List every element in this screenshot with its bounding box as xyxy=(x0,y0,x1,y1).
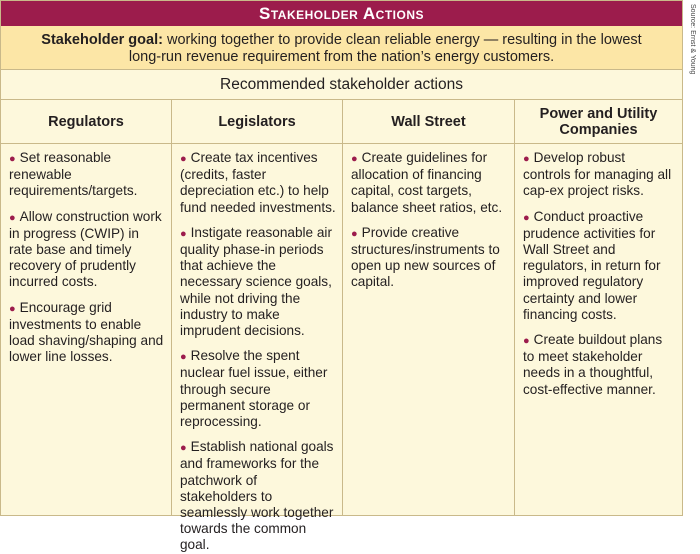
column-heading: Power and Utility Companies xyxy=(515,100,682,144)
goal-label: Stakeholder goal: xyxy=(41,32,163,48)
column-heading: Wall Street xyxy=(343,100,514,144)
column-regulators xyxy=(1,100,172,516)
column-wall-street xyxy=(343,100,515,516)
bullet-icon: ● xyxy=(9,302,16,315)
column-heading: Legislators xyxy=(172,100,342,144)
bullet-icon: ● xyxy=(523,211,530,224)
column-legislators xyxy=(172,100,343,553)
list-item: ● Resolve the spent nuclear fuel issue, either through secure permanent storage or reprocessing. xyxy=(180,348,328,430)
list-item: ● Encourage grid investments to enable load shaving/shaping and lower line losses. xyxy=(9,299,164,365)
list-item: ● Conduct proactive prudence activities for Wall Street and regulators, in return for improved regulatory certainty and lower financing costs. xyxy=(523,208,661,322)
bullet-icon: ● xyxy=(523,335,530,348)
list-item: ● Provide creative structures/instruments to open up new sources of capital. xyxy=(351,224,500,290)
table-title: Stakeholder Actions xyxy=(1,1,682,26)
list-item: ● Establish national goals and frameworks for the patchwork of stakeholders to seamlessly work together towards the common goal. xyxy=(180,439,334,553)
source-credit: Source: Ernst & Young xyxy=(689,4,696,75)
bullet-icon: ● xyxy=(351,153,358,165)
goal-text-line2: long-run revenue requirement from the nation’s energy customers. xyxy=(128,49,555,65)
list-item: ● Develop robust controls for managing all cap-ex project risks. xyxy=(523,150,672,199)
column-power-utility xyxy=(515,100,682,516)
list-item: ● Instigate reasonable air quality phase-in periods that achieve the necessary science goals, while not driving the industry to make imprudent decisions. xyxy=(180,224,332,339)
bullet-icon: ● xyxy=(9,153,16,165)
bullet-icon: ● xyxy=(180,227,187,240)
bullet-icon: ● xyxy=(180,351,187,364)
column-heading: Regulators xyxy=(1,100,171,144)
list-item: ● Set reasonable renewable requirements/targets. xyxy=(9,150,138,199)
bullet-icon: ● xyxy=(180,442,187,455)
bullet-icon: ● xyxy=(9,211,16,224)
bullet-icon: ● xyxy=(180,153,187,165)
goal-statement xyxy=(1,26,682,70)
bullet-icon: ● xyxy=(351,227,358,240)
bullet-icon: ● xyxy=(523,153,530,165)
list-item: ● Create guidelines for allocation of financing capital, cost targets, balance sheet ratios, etc. xyxy=(351,150,503,215)
list-item: ● Create buildout plans to meet stakeholder needs in a thoughtful, cost-effective manner. xyxy=(523,332,663,397)
list-item: ● Allow construction work in progress (CWIP) in rate base and timely recovery of prudently incurred costs. xyxy=(9,208,162,290)
recommended-header: Recommended stakeholder actions xyxy=(1,70,682,100)
list-item: ● Create tax incentives (credits, faster depreciation etc.) to help fund needed investments. xyxy=(180,150,336,215)
goal-text-line1: working together to provide clean reliable energy — resulting in the lowest xyxy=(162,32,642,48)
